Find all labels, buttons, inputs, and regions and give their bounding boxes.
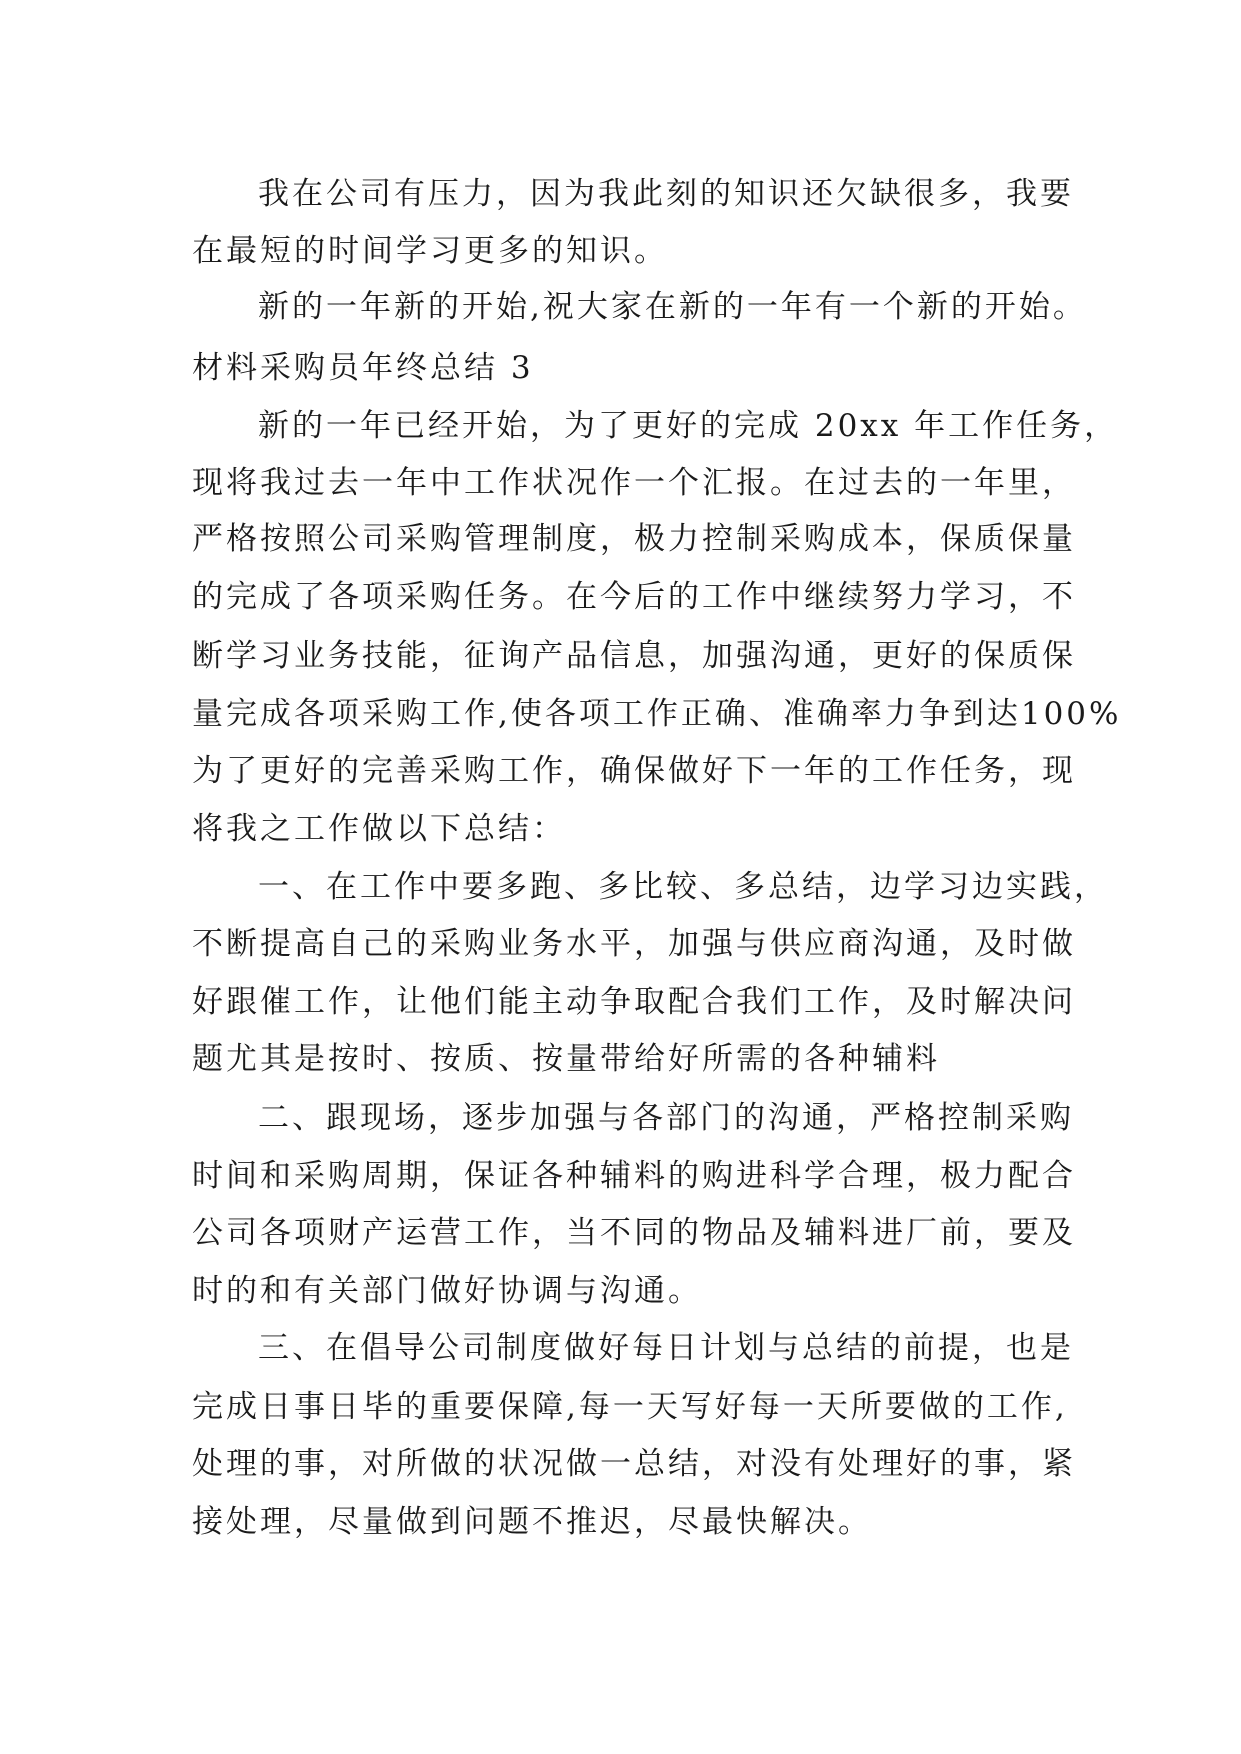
text-line: 公司各项财产运营工作，当不同的物品及辅料进厂前，要及 — [192, 1215, 1076, 1251]
text-line: 题尤其是按时、按质、按量带给好所需的各种辅料 — [192, 1041, 940, 1077]
text-line: 时的和有关部门做好协调与沟通。 — [192, 1273, 702, 1309]
text-line: 好跟催工作，让他们能主动争取配合我们工作，及时解决问 — [192, 984, 1076, 1020]
text-line: 新的一年已经开始，为了更好的完成 20xx 年工作任务， — [258, 408, 1119, 444]
text-line: 我在公司有压力，因为我此刻的知识还欠缺很多，我要 — [258, 176, 1074, 212]
text-line: 断学习业务技能，征询产品信息，加强沟通，更好的保质保 — [192, 638, 1076, 674]
section-heading: 材料采购员年终总结 3 — [192, 350, 534, 386]
text-line: 一、在工作中要多跑、多比较、多总结，边学习边实践， — [258, 869, 1108, 905]
text-line: 现将我过去一年中工作状况作一个汇报。在过去的一年里， — [192, 465, 1076, 501]
text-line: 的完成了各项采购任务。在今后的工作中继续努力学习，不 — [192, 579, 1076, 615]
text-line: 处理的事，对所做的状况做一总结，对没有处理好的事，紧 — [192, 1446, 1076, 1482]
text-line: 为了更好的完善采购工作，确保做好下一年的工作任务，现 — [192, 753, 1076, 789]
text-line: 将我之工作做以下总结： — [192, 811, 566, 847]
text-line: 二、跟现场，逐步加强与各部门的沟通，严格控制采购 — [258, 1100, 1074, 1136]
text-line: 完成日事日毕的重要保障,每一天写好每一天所要做的工作, — [192, 1389, 1068, 1425]
text-line: 不断提高自己的采购业务水平，加强与供应商沟通，及时做 — [192, 926, 1076, 962]
text-line: 在最短的时间学习更多的知识。 — [192, 233, 668, 269]
text-line: 时间和采购周期，保证各种辅料的购进科学合理，极力配合 — [192, 1158, 1076, 1194]
text-line: 三、在倡导公司制度做好每日计划与总结的前提，也是 — [258, 1330, 1074, 1366]
text-line: 量完成各项采购工作,使各项工作正确、准确率力争到达100% — [192, 696, 1122, 732]
text-line: 接处理，尽量做到问题不推迟，尽最快解决。 — [192, 1504, 872, 1540]
text-line: 严格按照公司采购管理制度，极力控制采购成本，保质保量 — [192, 521, 1076, 557]
text-line: 新的一年新的开始,祝大家在新的一年有一个新的开始。 — [258, 289, 1087, 325]
